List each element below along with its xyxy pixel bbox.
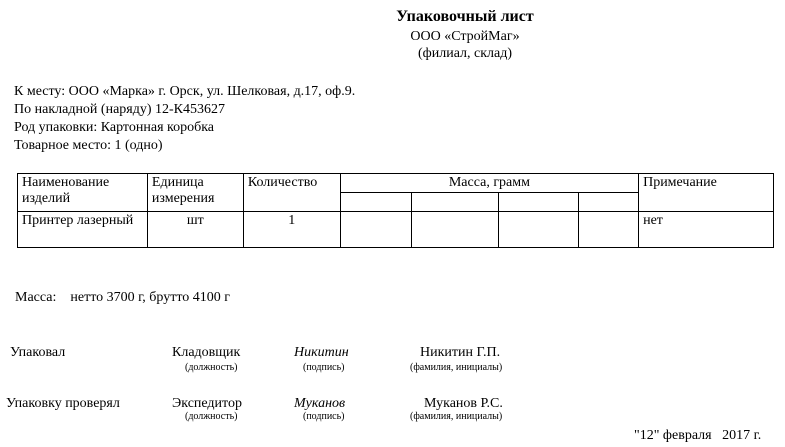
mass-subcell [411, 193, 499, 212]
mass-line: Масса: нетто 3700 г, брутто 4100 г [15, 290, 231, 305]
sign-signature-1: Никитин [294, 345, 349, 360]
branch-caption: (филиал, склад) [417, 46, 513, 61]
document-date: "12" февраля 2017 г. [634, 428, 762, 443]
caption-signature-1: (подпись) [303, 362, 345, 373]
mass-subcell [499, 193, 579, 212]
caption-position-2: (должность) [185, 411, 238, 422]
cell-unit: шт [147, 212, 243, 248]
caption-name-2: (фамилия, инициалы) [410, 411, 503, 422]
sign-name-2: Муканов Р.С. [424, 396, 503, 411]
header-name: Наименование изделий [18, 174, 148, 212]
cell-note: нет [639, 212, 774, 248]
mass-subcell [340, 193, 411, 212]
sign-position-2: Экспедитор [172, 396, 242, 411]
mass-cell [499, 212, 579, 248]
caption-position-1: (должность) [185, 362, 238, 373]
sign-action-1: Упаковал [10, 345, 66, 360]
mass-cell [411, 212, 499, 248]
cell-name: Принтер лазерный [18, 212, 148, 248]
mass-cell [579, 212, 639, 248]
sign-signature-2: Муканов [294, 396, 346, 411]
invoice-line: По накладной (наряду) 12-К453627 [14, 102, 226, 117]
sign-action-2: Упаковку проверял [6, 396, 120, 411]
sign-name-1: Никитин Г.П. [420, 345, 501, 360]
sign-position-1: Кладовщик [172, 345, 241, 360]
cell-quantity: 1 [243, 212, 340, 248]
header-unit: Единица измерения [147, 174, 243, 212]
company-name: ООО «СтройМаг» [410, 29, 520, 44]
mass-cell [340, 212, 411, 248]
header-mass: Масса, грамм [340, 174, 638, 193]
place-line: Товарное место: 1 (одно) [14, 138, 163, 153]
header-note: Примечание [639, 174, 774, 212]
mass-subcell [579, 193, 639, 212]
packaging-type-line: Род упаковки: Картонная коробка [14, 120, 215, 135]
header-quantity: Количество [243, 174, 340, 212]
caption-name-1: (фамилия, инициалы) [410, 362, 503, 373]
caption-signature-2: (подпись) [303, 411, 345, 422]
packing-table [17, 173, 774, 248]
destination-line: К месту: ООО «Марка» г. Орск, ул. Шелковая, д.17, оф.9. [14, 84, 356, 99]
table-row [18, 212, 774, 248]
document-title: Упаковочный лист [396, 8, 534, 25]
